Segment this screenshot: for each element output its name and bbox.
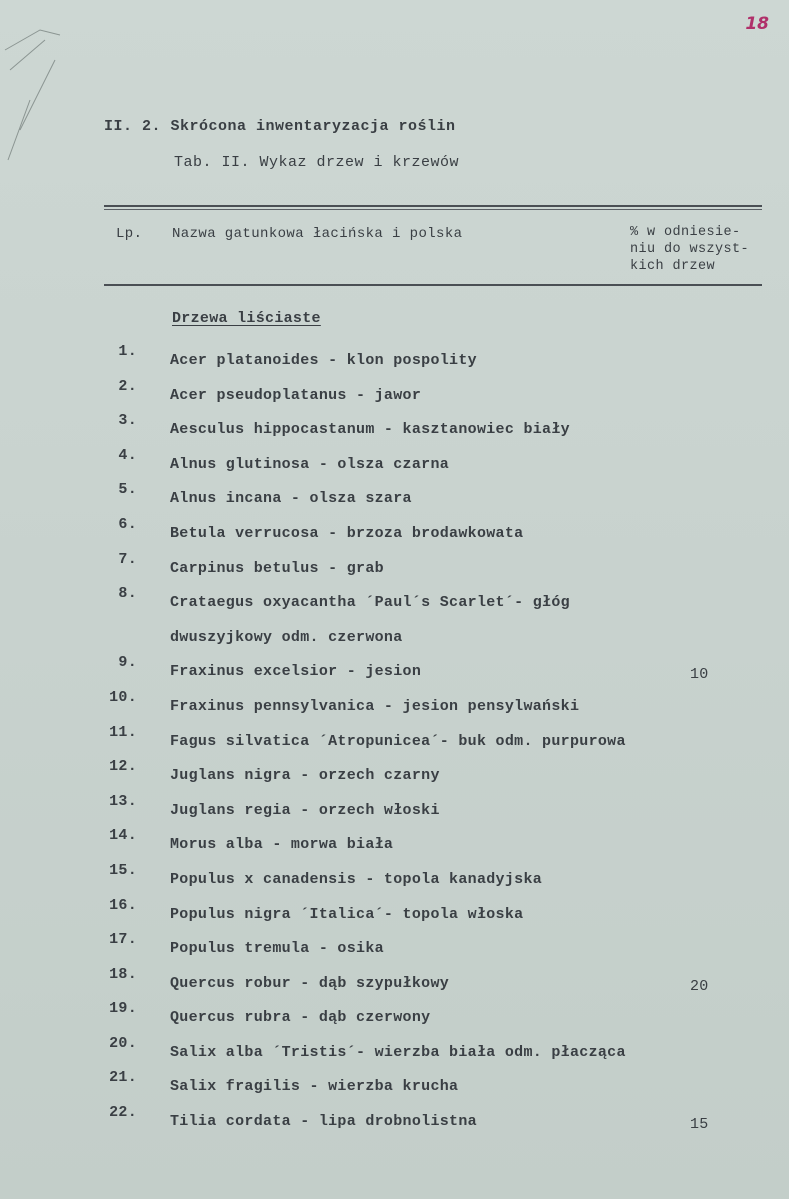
species-name: Populus x canadensis - topola kanadyjska [170,870,543,888]
row-number: 4. [118,446,137,464]
table-row [0,860,789,895]
species-name: Alnus glutinosa - olsza czarna [170,455,450,473]
table-row [0,410,789,445]
column-header-percent [630,224,780,275]
page-number: 18 [745,14,769,34]
table-row [0,341,789,376]
row-number: 10. [109,688,137,706]
table-row [0,549,789,584]
table-row [0,376,789,411]
table-title: Tab. II. Wykaz drzew i krzewów [174,154,460,171]
table-row [0,652,789,687]
table-row [0,756,789,791]
column-header-percent-line: kich drzew [630,259,716,274]
species-percent: 15 [690,1116,709,1134]
species-name: Juglans regia - orzech włoski [170,801,440,819]
species-name: Juglans nigra - orzech czarny [170,767,440,785]
column-header-lp: Lp. [116,226,143,242]
row-number: 15. [109,861,137,879]
document-header [104,118,460,171]
table-row [0,929,789,964]
species-percent: 10 [690,666,709,684]
species-name: Salix fragilis - wierzba krucha [170,1078,459,1096]
table-row [0,825,789,860]
table-row [0,998,789,1033]
section-title: II. 2. Skrócona inwentaryzacja roślin [104,118,456,135]
column-header-percent-line: niu do wszyst- [630,242,750,257]
row-number: 17. [109,931,137,949]
species-name: Fraxinus excelsior - jesion [170,663,422,681]
table-row [0,964,789,999]
row-number: 16. [109,896,137,914]
row-number: 8. [118,585,137,603]
row-number: 1. [118,343,137,360]
species-name: Aesculus hippocastanum - kasztanowiec biały [170,421,570,439]
species-percent: 20 [690,977,709,995]
row-number: 18. [109,965,137,983]
row-number: 12. [109,758,137,776]
species-list [0,341,789,1137]
species-name: Salix alba ´Tristis´- wierzba biała odm. płacząca [170,1043,626,1061]
species-name: Quercus rubra - dąb czerwony [170,1009,431,1027]
table-row [0,1033,789,1068]
species-name: Populus nigra ´Italica´- topola włoska [170,905,524,923]
table-row [0,722,789,757]
table-top-rule-thin [104,209,762,210]
row-number: 19. [109,1000,137,1018]
table-top-rule [104,205,762,207]
species-name: Alnus incana - olsza szara [170,490,412,508]
species-name: Fagus silvatica ´Atropunicea´- buk odm. purpurowa [170,732,626,750]
species-name: Acer pseudoplatanus - jawor [170,386,422,404]
table-row [0,445,789,480]
row-number: 3. [118,412,137,430]
species-name: Tilia cordata - lipa drobnolistna [170,1113,477,1131]
row-number: 20. [109,1034,137,1052]
column-header-name: Nazwa gatunkowa łacińska i polska [172,226,463,242]
row-number: 2. [118,377,137,395]
species-name: Quercus robur - dąb szypułkowy [170,974,450,992]
table-row [0,791,789,826]
row-number: 9. [118,654,137,672]
table-row [0,687,789,722]
species-name: Fraxinus pennsylvanica - jesion pensylwański [170,697,580,715]
row-number: 5. [118,481,137,499]
row-number: 6. [118,515,137,533]
column-header-percent-line: % w odniesie- [630,225,741,240]
species-name: Betula verrucosa - brzoza brodawkowata [170,524,524,542]
section-heading: Drzewa liściaste [172,310,321,327]
row-number: 22. [109,1104,137,1122]
species-name: Crataegus oxyacantha ´Paul´s Scarlet´- głóg dwuszyjkowy odm. czerwona [170,594,570,647]
table-header-rule [104,284,762,286]
table-row [0,895,789,930]
row-number: 13. [109,792,137,810]
row-number: 14. [109,827,137,845]
row-number: 21. [109,1069,137,1087]
table-row [0,583,789,652]
species-name: Acer platanoides - klon pospolity [170,352,477,369]
species-name: Morus alba - morwa biała [170,836,394,854]
species-name: Carpinus betulus - grab [170,559,384,577]
row-number: 11. [109,723,137,741]
table-row [0,514,789,549]
pencil-scribble-mark [0,10,80,170]
table-row [0,1102,789,1137]
row-number: 7. [118,550,137,568]
species-name: Populus tremula - osika [170,940,384,958]
table-row [0,1067,789,1102]
table-row [0,479,789,514]
